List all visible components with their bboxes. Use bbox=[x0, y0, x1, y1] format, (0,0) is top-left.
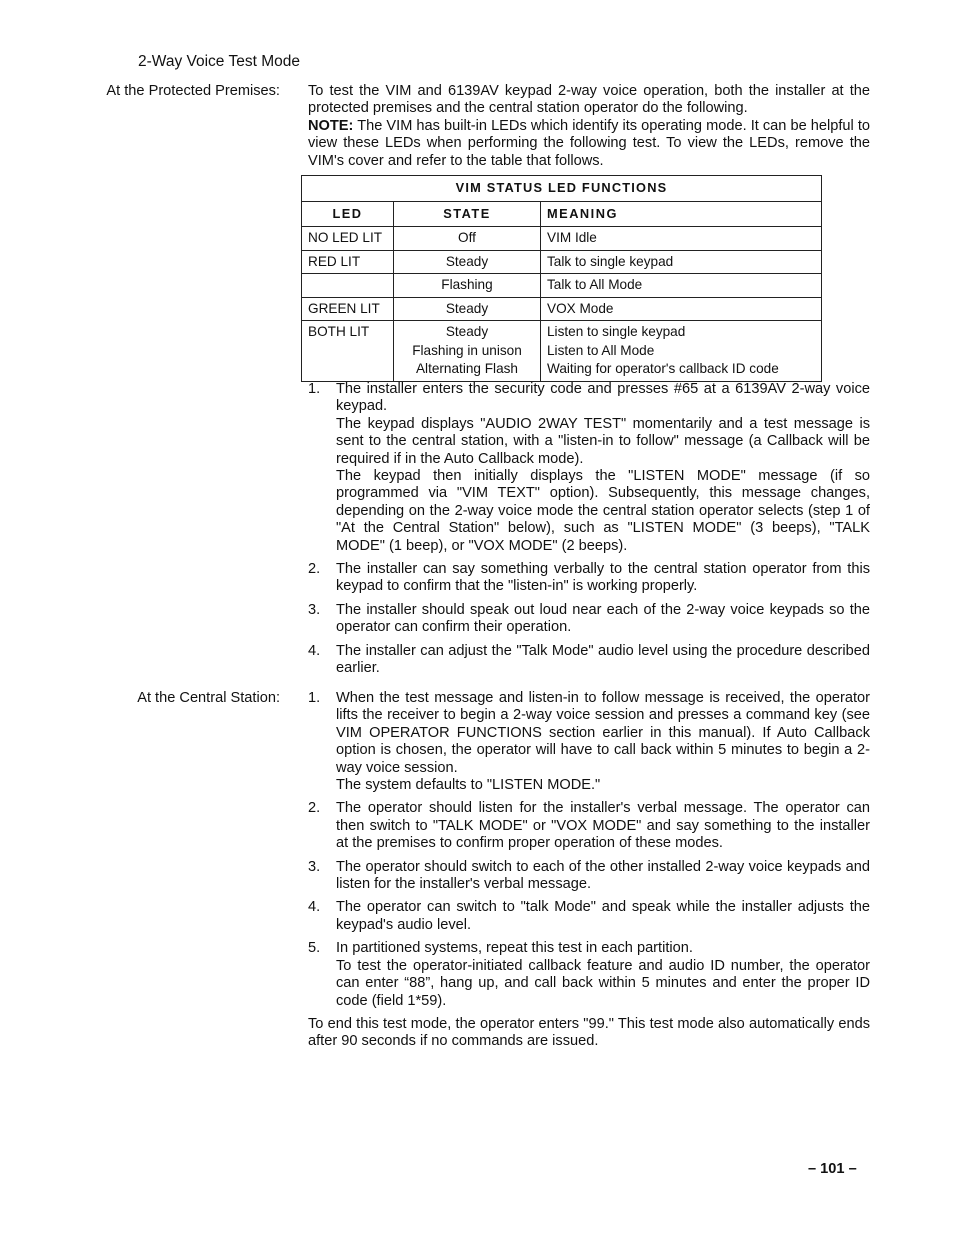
led-cell: GREEN LIT bbox=[302, 297, 394, 321]
state-cell: Steady bbox=[394, 297, 541, 321]
col-header-state: STATE bbox=[394, 201, 541, 227]
step-text: The installer can adjust the "Talk Mode" audio level using the procedure described earlier. bbox=[336, 642, 870, 677]
state-cell bbox=[394, 321, 541, 382]
meaning-cell bbox=[541, 321, 822, 382]
led-cell: BOTH LIT bbox=[302, 321, 394, 382]
central-steps bbox=[308, 690, 870, 1051]
step-number: 3. bbox=[308, 601, 321, 618]
protected-intro bbox=[308, 83, 870, 170]
step-number: 1. bbox=[308, 381, 321, 397]
intro-paragraph: To test the VIM and 6139AV keypad 2-way voice operation, both the installer at the protected premises and the central station operator do the following. bbox=[308, 83, 870, 117]
state-cell: Flashing bbox=[394, 274, 541, 298]
led-cell: RED LIT bbox=[302, 250, 394, 274]
list-item bbox=[308, 940, 870, 1010]
state-line: Alternating Flash bbox=[415, 361, 518, 376]
table-row bbox=[302, 321, 822, 382]
list-item bbox=[308, 643, 870, 678]
meaning-cell: Talk to All Mode bbox=[541, 274, 822, 298]
table-row bbox=[302, 297, 822, 321]
col-header-meaning: MEANING bbox=[541, 201, 822, 227]
step-text: To test the operator-initiated callback feature and audio ID number, the operator can enter “88”, hang up, and call back within 5 minutes and enter the proper ID code (field 1*59). bbox=[336, 957, 870, 1009]
step-number: 2. bbox=[308, 561, 321, 578]
led-cell: NO LED LIT bbox=[302, 227, 394, 251]
table-row bbox=[302, 227, 822, 251]
list-item bbox=[308, 381, 870, 555]
table-title: VIM STATUS LED FUNCTIONS bbox=[302, 176, 822, 202]
protected-steps bbox=[308, 381, 870, 684]
meaning-line: Listen to single keypad bbox=[547, 324, 686, 339]
protected-premises-label: At the Protected Premises: bbox=[106, 83, 280, 99]
state-cell: Off bbox=[394, 227, 541, 251]
list-item bbox=[308, 561, 870, 596]
step-number: 1. bbox=[308, 690, 321, 706]
step-number: 4. bbox=[308, 899, 321, 916]
table-row bbox=[302, 250, 822, 274]
step-text: The operator should switch to each of the other installed 2-way voice keypads and listen for the installer's verbal message. bbox=[336, 858, 870, 893]
page-number: – 101 – bbox=[808, 1161, 857, 1177]
list-item bbox=[308, 859, 870, 894]
meaning-line: Listen to All Mode bbox=[547, 342, 655, 358]
section-heading: 2-Way Voice Test Mode bbox=[138, 53, 300, 70]
ending-paragraph: To end this test mode, the operator enters "99." This test mode also automatically ends after 90 seconds if no commands are issued. bbox=[308, 1015, 870, 1050]
meaning-line: Waiting for operator's callback ID code bbox=[547, 361, 779, 376]
state-line: Steady bbox=[445, 324, 489, 339]
state-line: Flashing in unison bbox=[412, 342, 522, 358]
meaning-cell: VOX Mode bbox=[541, 297, 822, 321]
meaning-cell: Talk to single keypad bbox=[541, 250, 822, 274]
step-text: The system defaults to "LISTEN MODE." bbox=[336, 777, 601, 794]
list-item bbox=[308, 899, 870, 934]
step-text: The keypad displays "AUDIO 2WAY TEST" momentarily and a test message is sent to the central station, with a "listen-in to follow" message (a Callback will be required if in the Auto Callback mode). bbox=[336, 415, 870, 467]
list-item bbox=[308, 602, 870, 637]
meaning-cell: VIM Idle bbox=[541, 227, 822, 251]
central-station-label: At the Central Station: bbox=[137, 690, 280, 706]
step-number: 5. bbox=[308, 940, 321, 957]
step-text: The installer should speak out loud near each of the 2-way voice keypads so the operator can confirm their operation. bbox=[336, 601, 870, 636]
step-text: The installer can say something verbally to the central station operator from this keypad to confirm that the "listen-in" is working properly. bbox=[336, 561, 870, 595]
list-item bbox=[308, 800, 870, 852]
step-number: 4. bbox=[308, 642, 321, 659]
step-text: The keypad then initially displays the "LISTEN MODE" message (if so programmed via "VIM TEXT" option). Subsequently, this message changes, depending on the 2-way voice mode the central station operator selects (step 1 of "At the Central Station" below), such as "LISTEN MODE" (3 beeps), "TALK MODE" (1 beep), or "VOX MODE" (2 beeps). bbox=[336, 468, 870, 554]
step-text: When the test message and listen-in to follow message is received, the operator lifts the receiver to begin a 2-way voice session and presses a command key (see VIM OPERATOR FUNCTIONS section earlier in this manual). If Auto Callback option is chosen, the operator will have to call back within 5 minutes to begin a 2-way voice session. bbox=[336, 690, 870, 776]
vim-status-led-table bbox=[301, 175, 822, 382]
step-number: 2. bbox=[308, 800, 321, 817]
col-header-led: LED bbox=[302, 201, 394, 227]
led-cell bbox=[302, 274, 394, 298]
step-text: The operator should listen for the installer's verbal message. The operator can then switch to "TALK MODE" or "VOX MODE" and say something to the installer at the premises to confirm proper operation of these modes. bbox=[336, 800, 870, 852]
note-paragraph bbox=[308, 118, 870, 170]
state-cell: Steady bbox=[394, 250, 541, 274]
step-number: 3. bbox=[308, 858, 321, 875]
step-text: The operator can switch to "talk Mode" and speak while the installer adjusts the keypad's audio level. bbox=[336, 899, 870, 933]
step-text: In partitioned systems, repeat this test in each partition. bbox=[336, 940, 693, 957]
step-text: The installer enters the security code and presses #65 at a 6139AV 2-way voice keypad. bbox=[336, 381, 870, 415]
table-row bbox=[302, 274, 822, 298]
note-text: The VIM has built-in LEDs which identify its operating mode. It can be helpful to view these LEDs when performing the following test. To view the LEDs, remove the VIM's cover and refer to the table that follows. bbox=[308, 117, 870, 169]
list-item bbox=[308, 690, 870, 794]
note-label: NOTE: bbox=[308, 117, 354, 134]
